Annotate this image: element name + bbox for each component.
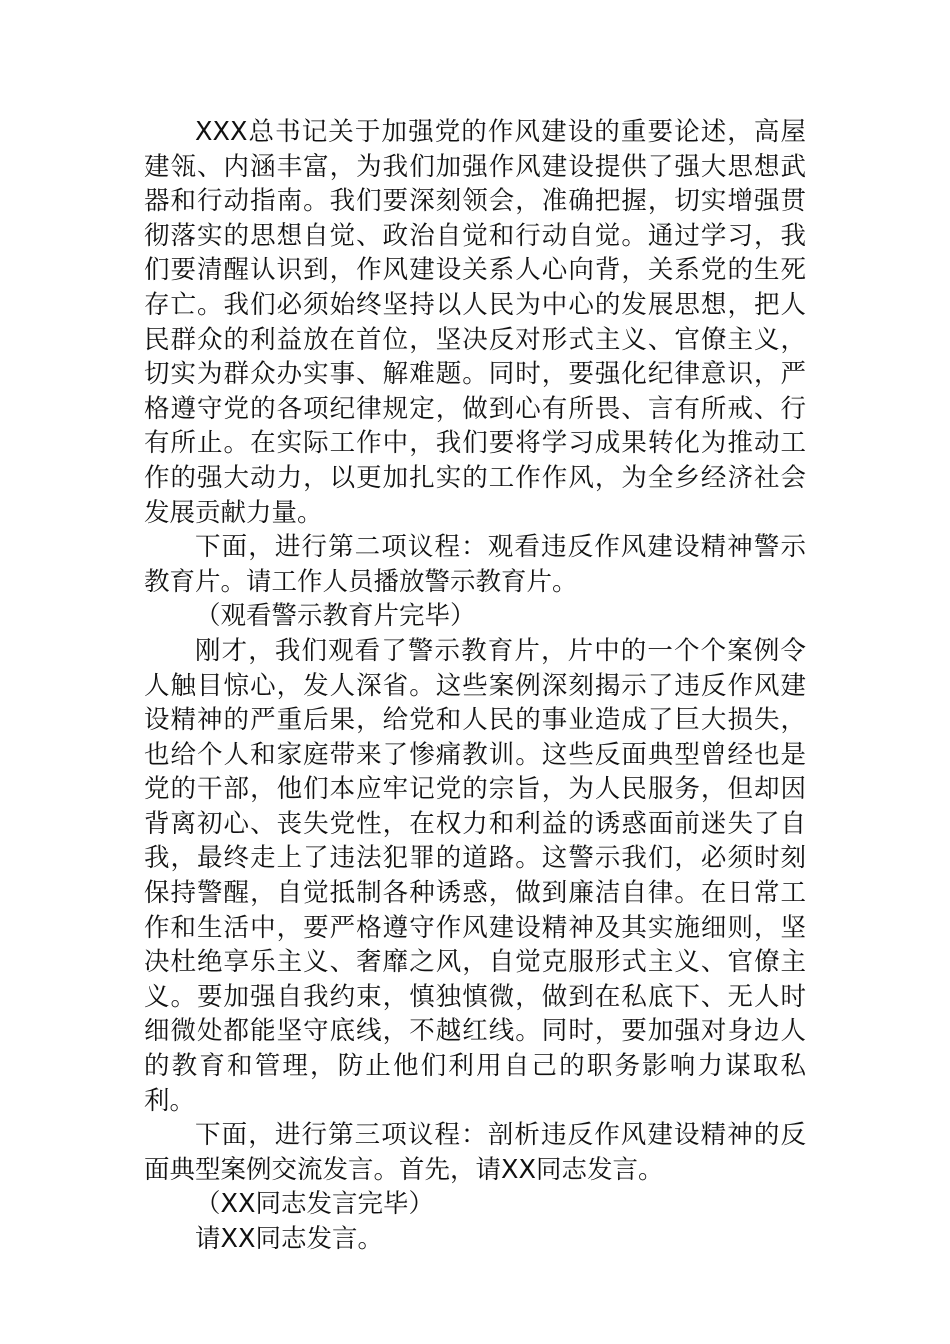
paragraph-study-summary: XXX总书记关于加强党的作风建设的重要论述，高屋建瓴、内涵丰富，为我们加强作风建设提供了强大思想武器和行动指南。我们要深刻领会，准确把握，切实增强贯彻落实的思想自觉、政治自觉和行动自觉。通过学习，我们要清醒认识到，作风建设关系人心向背，关系党的生死存亡。我们必须始终坚持以人民为中心的发展思想，把人民群众的利益放在首位，坚决反对形式主义、官僚主义，切实为群众办实事、解难题。同时，要强化纪律意识，严格遵守党的各项纪律规定，做到心有所畏、言有所戒、行有所止。在实际工作中，我们要将学习成果转化为推动工作的强大动力，以更加扎实的工作作风，为全乡经济社会发展贡献力量。 xyxy=(144,117,806,528)
paragraph-agenda-item-two: 下面，进行第二项议程：观看违反作风建设精神警示教育片。请工作人员播放警示教育片。 xyxy=(144,532,806,597)
paragraph-speech-finished-note: （XX同志发言完毕） xyxy=(195,1189,434,1220)
paragraph-next-speaker: 请XX同志发言。 xyxy=(195,1224,383,1254)
paragraph-agenda-item-three: 下面，进行第三项议程：剖析违反作风建设精神的反面典型案例交流发言。首先，请XX同志发言。 xyxy=(144,1120,806,1185)
document-body xyxy=(144,115,806,1257)
paragraph-video-reflection: 刚才，我们观看了警示教育片，片中的一个个案例令人触目惊心，发人深省。这些案例深刻揭示了违反作风建设精神的严重后果，给党和人民的事业造成了巨大损失，也给个人和家庭带来了惨痛教训。这些反面典型曾经也是党的干部，他们本应牢记党的宗旨，为人民服务，但却因背离初心、丧失党性，在权力和利益的诱惑面前迷失了自我，最终走上了违法犯罪的道路。这警示我们，必须时刻保持警醒，自觉抵制各种诱惑，做到廉洁自律。在日常工作和生活中，要严格遵守作风建设精神及其实施细则，坚决杜绝享乐主义、奢靡之风，自觉克服形式主义、官僚主义。要加强自我约束，慎独慎微，做到在私底下、无人时细微处都能坚守底线，不越红线。同时，要加强对身边人的教育和管理，防止他们利用自己的职务影响力谋取私利。 xyxy=(144,635,806,1116)
paragraph-video-finished-note: （观看警示教育片完毕） xyxy=(195,601,476,632)
